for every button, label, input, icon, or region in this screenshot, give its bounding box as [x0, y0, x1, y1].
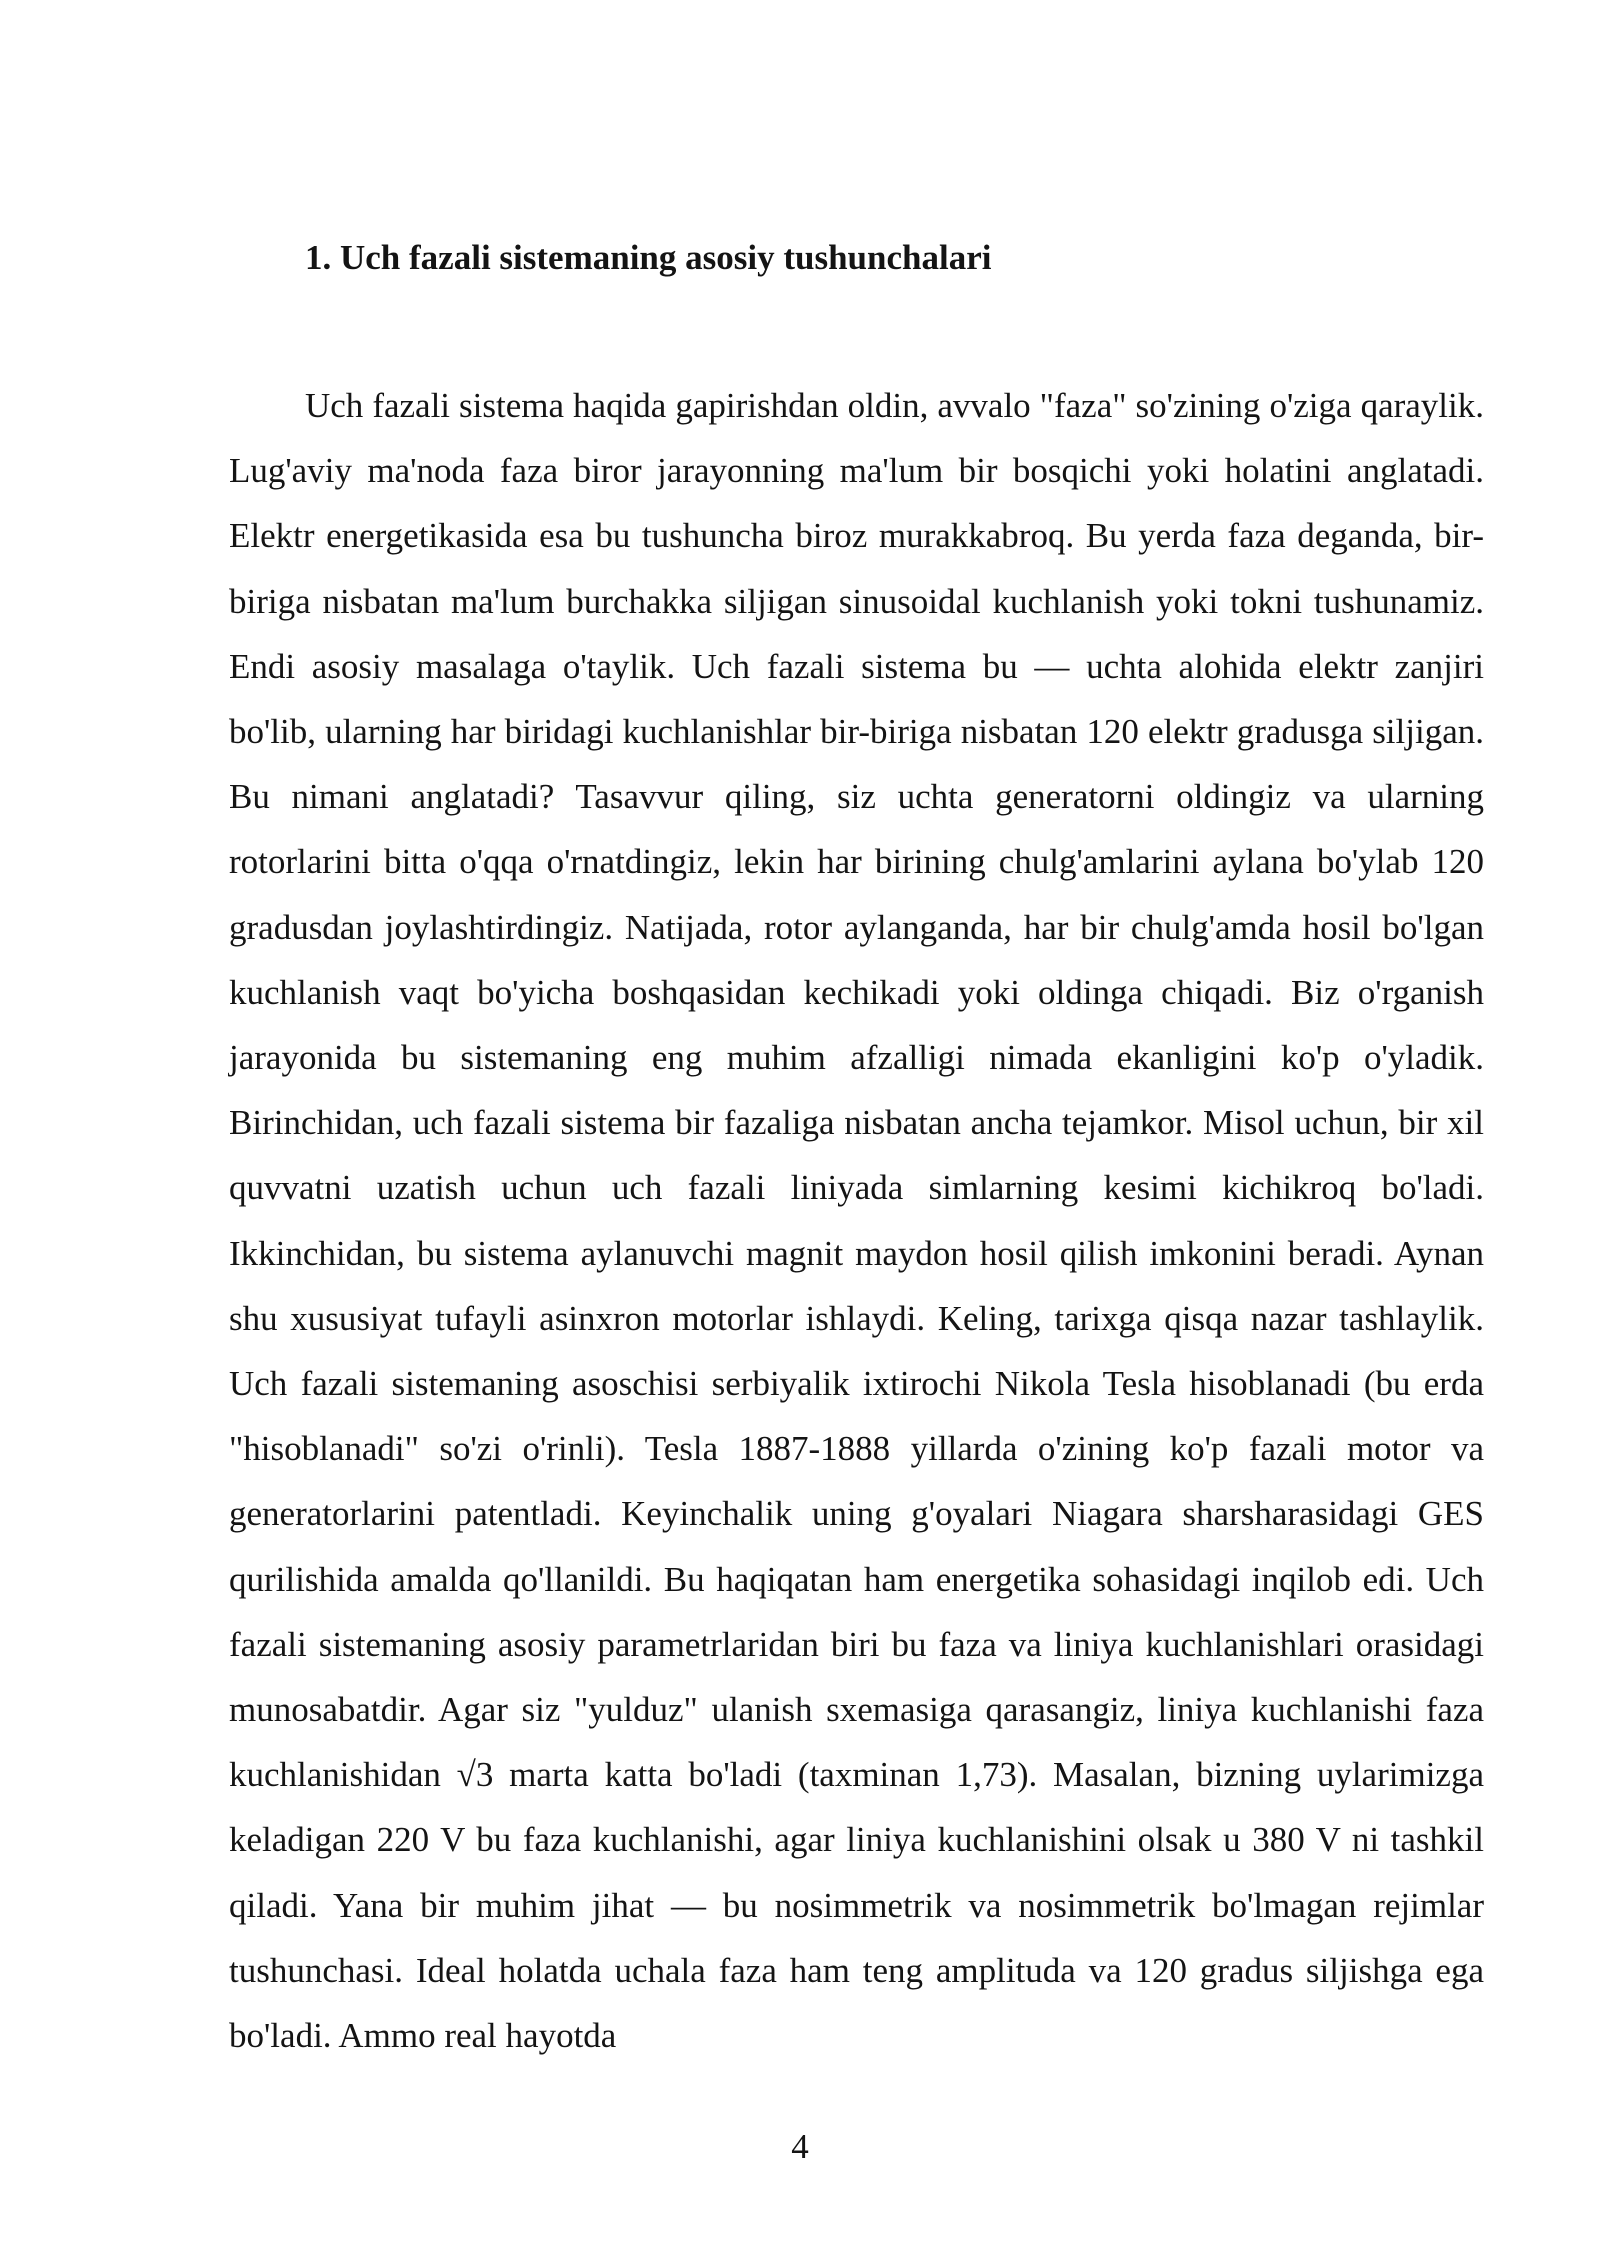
- page-number: 4: [791, 2127, 809, 2166]
- section-heading: 1. Uch fazali sistemaning asosiy tushunchalari: [305, 238, 992, 277]
- body-paragraph: Uch fazali sistema haqida gapirishdan oldin, avvalo "faza" so'zining o'ziga qaraylik. Lug'aviy ma'noda faza biror jarayonning ma'lum bir bosqichi yoki holatini anglatadi. Elektr energetikasida esa bu tushuncha biroz murakkabroq. Bu yerda faza deganda, bir-biriga nisbatan ma'lum burchakka siljigan sinusoidal kuchlanish yoki tokni tushunamiz. Endi asosiy masalaga o'taylik. Uch fazali sistema bu — uchta alohida elektr zanjiri bo'lib, ularning har biridagi kuchlanishlar bir-biriga nisbatan 120 elektr gradusga siljigan. Bu nimani anglatadi? Tasavvur qiling, siz uchta generatorni oldingiz va ularning rotorlarini bitta o'qqa o'rnatdingiz, lekin har birining chulg'amlarini aylana bo'ylab 120 gradusdan joylashtirdingiz. Natijada, rotor aylanganda, har bir chulg'amda hosil bo'lgan kuchlanish vaqt bo'yicha boshqasidan kechikadi yoki oldinga chiqadi. Biz o'rganish jarayonida bu sistemaning eng muhim afzalligi nimada ekanligini ko'p o'yladik. Birinchidan, uch fazali sistema bir fazaliga nisbatan ancha tejamkor. Misol uchun, bir xil quvvatni uzatish uchun uch fazali liniyada simlarning kesimi kichikroq bo'ladi. Ikkinchidan, bu sistema aylanuvchi magnit maydon hosil qilish imkonini beradi. Aynan shu xususiyat tufayli asinxron motorlar ishlaydi. Keling, tarixga qisqa nazar tashlaylik. Uch fazali sistemaning asoschisi serbiyalik ixtirochi Nikola Tesla hisoblanadi (bu erda "hisoblanadi" so'zi o'rinli). Tesla 1887-1888 yillarda o'zining ko'p fazali motor va generatorlarini patentladi. Keyinchalik uning g'oyalari Niagara sharsharasidagi GES qurilishida amalda qo'llanildi. Bu haqiqatan ham energetika sohasidagi inqilob edi. Uch fazali sistemaning asosiy parametrlaridan biri bu faza va liniya kuchlanishlari orasidagi munosabatdir. Agar siz "yulduz" ulanish sxemasiga qarasangiz, liniya kuchlanishi faza kuchlanishidan √3 marta katta bo'ladi (taxminan 1,73). Masalan, bizning uylarimizga keladigan 220 V bu faza kuchlanishi, agar liniya kuchlanishini olsak u 380 V ni tashkil qiladi. Yana bir muhim jihat — bu nosimmetrik va nosimmetrik bo'lmagan rejimlar tushunchasi. Ideal holatda uchala faza ham teng amplituda va 120 gradus siljishga ega bo'ladi. Ammo real hayotda: [229, 386, 1484, 2056]
